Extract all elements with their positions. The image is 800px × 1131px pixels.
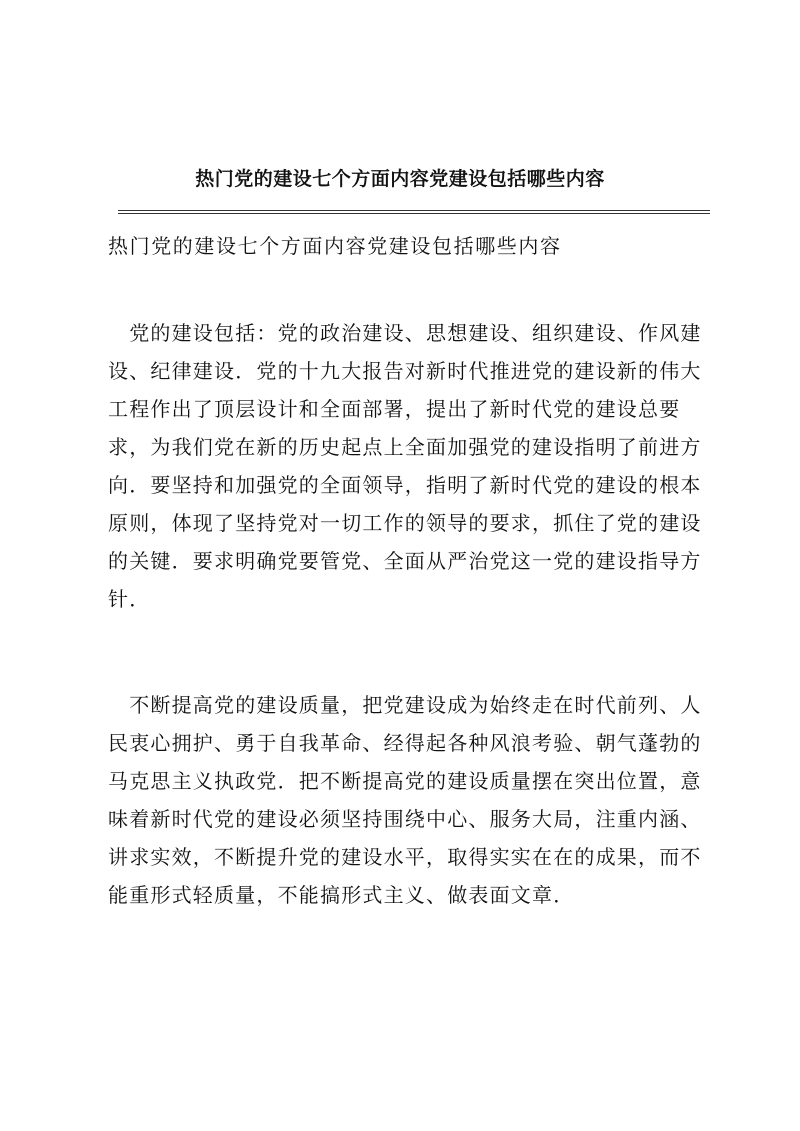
title-divider [118,210,710,214]
paragraph-line: 能重形式轻质量，不能搞形式主义、做表面文章． [108,883,575,907]
paragraph-line: 设、纪律建设．党的十九大报告对新时代推进党的建设新的伟大 [108,359,702,383]
paragraph-line: 的关键．要求明确党要管党、全面从严治党这一党的建设指导方 [108,549,702,573]
paragraph-line: 求，为我们党在新的历史起点上全面加强党的建设指明了前进方 [108,435,702,459]
paragraph-line: 马克思主义执政党．把不断提高党的建设质量摆在突出位置，意 [108,769,702,793]
paragraph-line: 针． [108,587,151,611]
paragraph-1 [108,314,714,618]
paragraph-2 [108,686,714,914]
document-title: 热门党的建设七个方面内容党建设包括哪些内容 [195,168,605,190]
paragraph-line: 工程作出了顶层设计和全面部署，提出了新时代党的建设总要 [108,397,681,421]
paragraph-line: 讲求实效，不断提升党的建设水平，取得实实在在的成果，而不 [108,845,702,869]
paragraph-line: 向．要坚持和加强党的全面领导，指明了新时代党的建设的根本 [108,473,702,497]
paragraph-line: 不断提高党的建设质量，把党建设成为始终走在时代前列、人 [108,693,702,717]
paragraph-line: 党的建设包括：党的政治建设、思想建设、组织建设、作风建 [108,321,702,345]
paragraph-line: 味着新时代党的建设必须坚持围绕中心、服务大局，注重内涵、 [108,807,702,831]
paragraph-line: 民衷心拥护、勇于自我革命、经得起各种风浪考验、朝气蓬勃的 [108,731,702,755]
paragraph-line: 原则，体现了坚持党对一切工作的领导的要求，抓住了党的建设 [108,511,702,535]
document-subtitle: 热门党的建设七个方面内容党建设包括哪些内容 [108,234,562,258]
